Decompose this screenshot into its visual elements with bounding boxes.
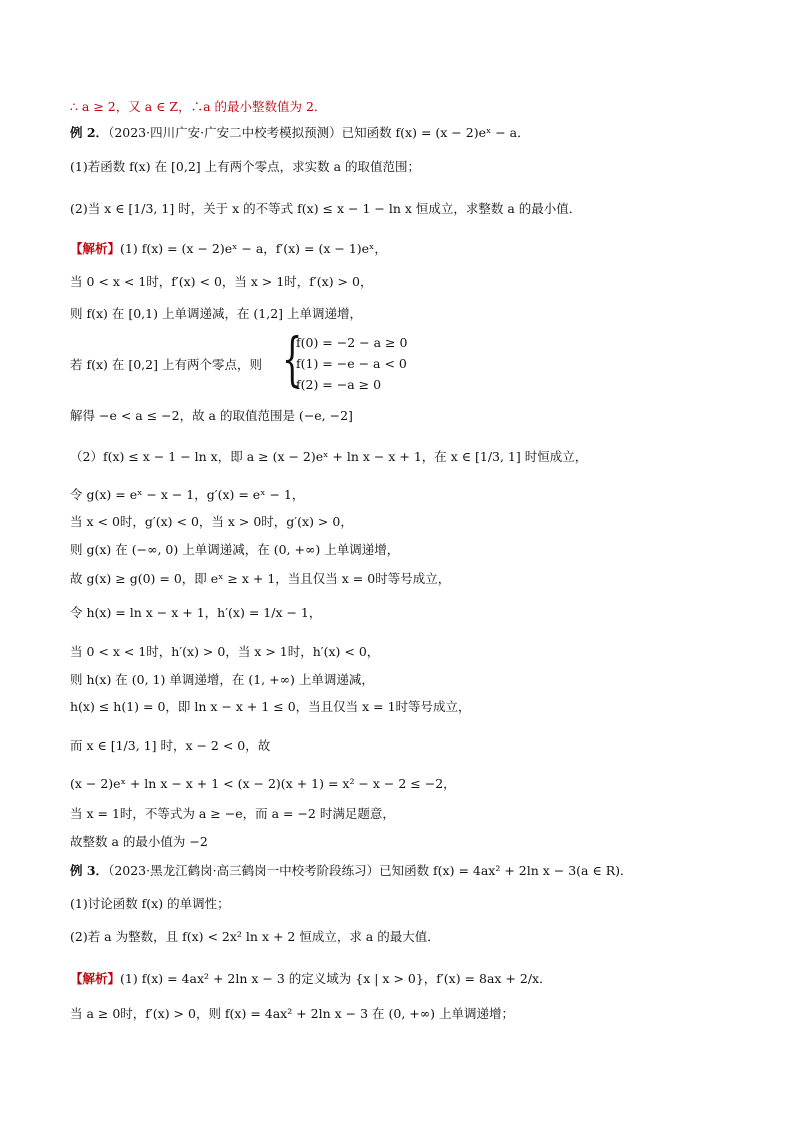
example-3-label: 例 3． [70, 863, 109, 878]
solution-3-part1: (1) f(x) = 4ax² + 2ln x − 3 的定义域为 {x | x > 0}，f′(x) = 8ax + 2/x． [120, 971, 552, 986]
equation-system [282, 325, 422, 396]
solution-label: 【解析】 [70, 241, 121, 256]
solution-line: 故 g(x) ≥ g(0) = 0，即 eˣ ≥ x + 1，当且仅当 x = 0时等号成立， [70, 571, 451, 586]
system-row: f(2) = −a ≥ 0 [296, 377, 382, 392]
question-2-2: (2)当 x ∈ [1/3, 1] 时，关于 x 的不等式 f(x) ≤ x − 1 − ln x 恒成立，求整数 a 的最小值． [70, 201, 582, 216]
example-3-statement: （2023·黑龙江鹤岗·高三鹤岗一中校考阶段练习）已知函数 f(x) = 4ax² + 2ln x − 3(a ∈ R)． [108, 863, 633, 878]
system-row: f(0) = −2 − a ≥ 0 [296, 335, 408, 350]
solution-line: 则 f(x) 在 [0,1) 上单调递减，在 (1,2] 上单调递增， [70, 306, 363, 321]
solution-line: 当 x < 0时，g′(x) < 0，当 x > 0时，g′(x) > 0， [70, 514, 353, 529]
solution-line: 解得 −e < a ≤ −2，故 a 的取值范围是 (−e, −2] [70, 408, 353, 423]
solution-line: (x − 2)eˣ + ln x − x + 1 < (x − 2)(x + 1) = x² − x − 2 ≤ −2， [70, 776, 456, 791]
example-2-heading [70, 124, 754, 142]
system-row: f(1) = −e − a < 0 [296, 356, 407, 371]
solution-line: h(x) ≤ h(1) = 0，即 ln x − x + 1 ≤ 0，当且仅当 x = 1时等号成立， [70, 699, 471, 714]
solution-line: 当 a ≥ 0时，f′(x) > 0，则 f(x) = 4ax² + 2ln x − 3 在 (0, +∞) 上单调递增； [70, 1006, 515, 1021]
solution-line: 当 x = 1时，不等式为 a ≥ −e，而 a = −2 时满足题意， [70, 806, 395, 821]
solution-2-start [70, 240, 754, 258]
question-3-2: (2)若 a 为整数，且 f(x) < 2x² ln x + 2 恒成立，求 a 的最大值． [70, 929, 440, 944]
solution-line: 则 h(x) 在 (0, 1) 单调递增，在 (1, +∞) 上单调递减， [70, 672, 374, 687]
question-2-1: (1)若函数 f(x) 在 [0,2] 上有两个零点，求实数 a 的取值范围； [70, 159, 421, 174]
example-2-label: 例 2． [70, 125, 109, 140]
solution-line: 令 g(x) = eˣ − x − 1，g′(x) = eˣ − 1， [70, 487, 305, 502]
left-brace: { [282, 325, 303, 393]
solution-line: （2）f(x) ≤ x − 1 − ln x，即 a ≥ (x − 2)eˣ + ln x − x + 1，在 x ∈ [1/3, 1] 时恒成立， [70, 449, 588, 464]
solution-line: 当 0 < x < 1时，h′(x) > 0，当 x > 1时，h′(x) < 0， [70, 644, 380, 659]
solution-2-part1: (1) f(x) = (x − 2)eˣ − a，f′(x) = (x − 1)eˣ， [120, 241, 387, 256]
solution-3-start [70, 970, 754, 988]
example-3-heading [70, 862, 754, 880]
solution-line: 若 f(x) 在 [0,2] 上有两个零点，则 [70, 357, 262, 372]
solution-line: 故整数 a 的最小值为 −2 [70, 834, 208, 849]
solution-line: 而 x ∈ [1/3, 1] 时，x − 2 < 0，故 [70, 738, 271, 753]
solution-line: 当 0 < x < 1时，f′(x) < 0，当 x > 1时，f′(x) > 0， [70, 274, 373, 289]
solution-line: 则 g(x) 在 (−∞, 0) 上单调递减，在 (0, +∞) 上单调递增， [70, 542, 400, 557]
example-2-statement: （2023·四川广安·广安二中校考模拟预测）已知函数 f(x) = (x − 2)eˣ − a． [108, 125, 530, 140]
solution-line: 令 h(x) = ln x − x + 1，h′(x) = 1/x − 1， [70, 605, 322, 620]
conclusion-line: ∴ a ≥ 2，又 a ∈ Z，∴a 的最小整数值为 2． [70, 99, 327, 114]
solution-label: 【解析】 [70, 971, 121, 986]
question-3-1: (1)讨论函数 f(x) 的单调性； [70, 896, 230, 911]
